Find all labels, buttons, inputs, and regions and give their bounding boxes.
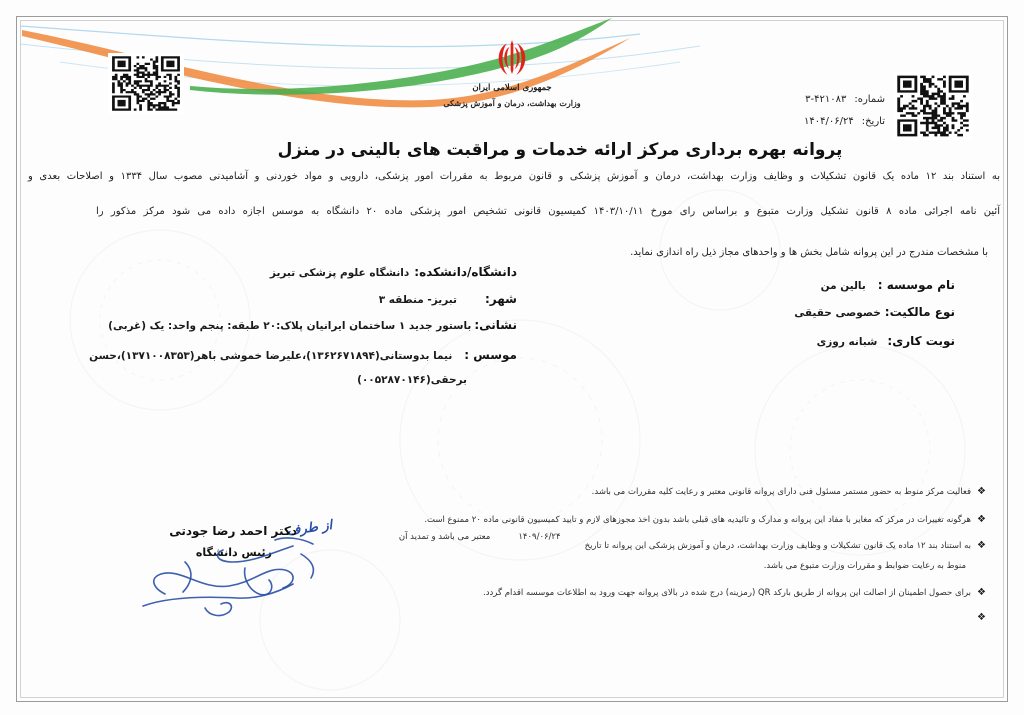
license-number-label: شماره: [854,94,885,105]
field-value: بالین من [820,280,866,292]
signatory-name: دکتر احمد رضا جودتی [169,524,297,538]
license-date-value: ۱۴۰۴/۰۶/۲۴ [804,116,854,127]
note-item [398,532,986,553]
field-value: نیما بدوستانی(۱۳۶۲۶۷۱۸۹۴)،علیرضا خموشی باهر(۱۳۷۱۰۰۸۳۵۳)،حسن [89,350,453,362]
note-item-empty [971,611,986,625]
signature-stroke [154,569,293,594]
iran-emblem-logo [495,37,529,79]
emblem-caption-ministry: وزارت بهداشت، درمان و آموزش پزشکی [443,98,581,108]
field-city [379,290,517,308]
emblem-sword-shape [511,40,514,74]
preamble-line: به استناد بند ۱۲ ماده یک قانون تشکیلات و وظایف وزارت بهداشت، درمان و آموزش پزشکی و قانون مربوط به مقررات امور پزشکی، دارویی و مواد خوردنی و آشامیدنی مصوب سال ۱۳۳۴ و اصلاحات بعدی و [28,171,1000,182]
note-text: فعالیت مرکز منوط به حضور مستمر مسئول فنی دارای پروانه قانونی معتبر و رعایت کلیه مقررات می باشد. [591,487,972,497]
signature-stroke [218,546,293,562]
license-number-value: ۳-۴۲۱۰۸۳ [805,94,847,105]
field-university [270,263,517,281]
license-date [804,114,885,130]
qr-modules [112,56,180,110]
field-ownership-type [794,303,955,321]
note-item [424,513,986,527]
emblem-caption-country: جمهوری اسلامی ایران [472,83,552,93]
field-label: نوع مالکیت: [884,305,955,319]
signatory-title: رئیس دانشگاه [195,546,272,559]
note-item-continuation [764,559,966,573]
emblem-crescent-shape [515,47,520,69]
preamble-line: آئین نامه اجرائی ماده ۸ قانون تشکیل وزارت متبوع و براساس رای مورخ ۱۴۰۳/۱۰/۱۱ کمیسیون قانونی تشخیص امور پزشکی ماده ۲۰ دانشگاه به موسس اجازه داده می شود مرکز مذکور را [96,206,1000,217]
field-value: برحقی(۰۰۵۲۸۷۰۱۴۶) [357,374,467,386]
note-text: معتبر می باشد و تمدید آن [398,532,491,542]
signature-stroke [143,584,293,606]
signature-stroke [275,538,313,544]
signature-stroke [205,603,231,616]
bullet-icon: ❖ [977,540,986,551]
bullet-icon: ❖ [977,514,986,525]
field-label: نام موسسه : [877,278,955,292]
preamble-line: با مشخصات مندرج در این پروانه شامل بخش ها و واحدهای مجاز ذیل راه اندازی نماید. [630,247,988,258]
field-label: نوبت کاری: [887,334,955,348]
qr-code-right [893,72,973,140]
note-text: برای حصول اطمینان از اصالت این پروانه از طریق بارکد QR (رمزینه) درج شده در بالای پروانه جهت ورود به اطلاعات موسسه اقدام گردد. [483,588,972,598]
license-date-label: تاریخ: [861,116,885,127]
note-text: به استناد بند ۱۲ ماده یک قانون تشکیلات و وظایف وزارت بهداشت، درمان و آموزش پزشکی این پروانه تا تاریخ [584,541,972,551]
license-number [805,92,885,108]
signature-stroke [301,554,313,578]
bullet-icon: ❖ [977,486,986,497]
field-label: موسس : [464,348,517,362]
field-founders-continuation [357,370,467,388]
field-value: تبریز- منطقه ۳ [378,294,457,306]
field-value: خصوصی حقیقی [794,307,881,319]
note-text: هرگونه تغییرات در مرکز که مغایر با مفاد این پروانه و مدارک و تائیدیه های قبلی باشد بدون اخذ مجوزهای لازم و تایید کمیسیون قانونی ماده ۲۰ ممنوع است. [424,515,972,525]
signature-on-behalf: از طرف [285,517,333,540]
note-text: منوط به رعایت ضوابط و مقررات وزارت متبوع می باشد. [763,561,966,571]
handwritten-signature [125,532,325,622]
document-title: پروانه بهره برداری مرکز ارائه خدمات و مراقبت های بالینی در منزل [277,140,843,160]
note-item [483,586,986,600]
bullet-icon: ❖ [977,587,986,598]
field-founders [89,346,517,364]
field-value: شبانه روزی [816,336,878,348]
field-work-shift [817,332,955,350]
field-label: شهر: [485,292,517,306]
field-label: نشانی: [474,318,517,332]
field-value: باستور جدید ۱ ساختمان ایرانیان پلاک:۲۰ طبقه: پنجم واحد: یک (غربی) [108,320,472,332]
emblem-crescent-shape [504,47,509,69]
field-address [108,316,517,334]
field-institution-name [821,276,955,294]
field-label: دانشگاه/دانشکده: [414,265,517,279]
field-value: دانشگاه علوم پزشکی تبریز [269,267,410,279]
validity-date: ۱۴۰۹/۰۶/۲۴ [518,532,561,542]
qr-code-left [108,53,184,114]
note-item [592,485,986,499]
qr-modules [897,76,968,137]
bullet-icon: ❖ [977,612,986,623]
